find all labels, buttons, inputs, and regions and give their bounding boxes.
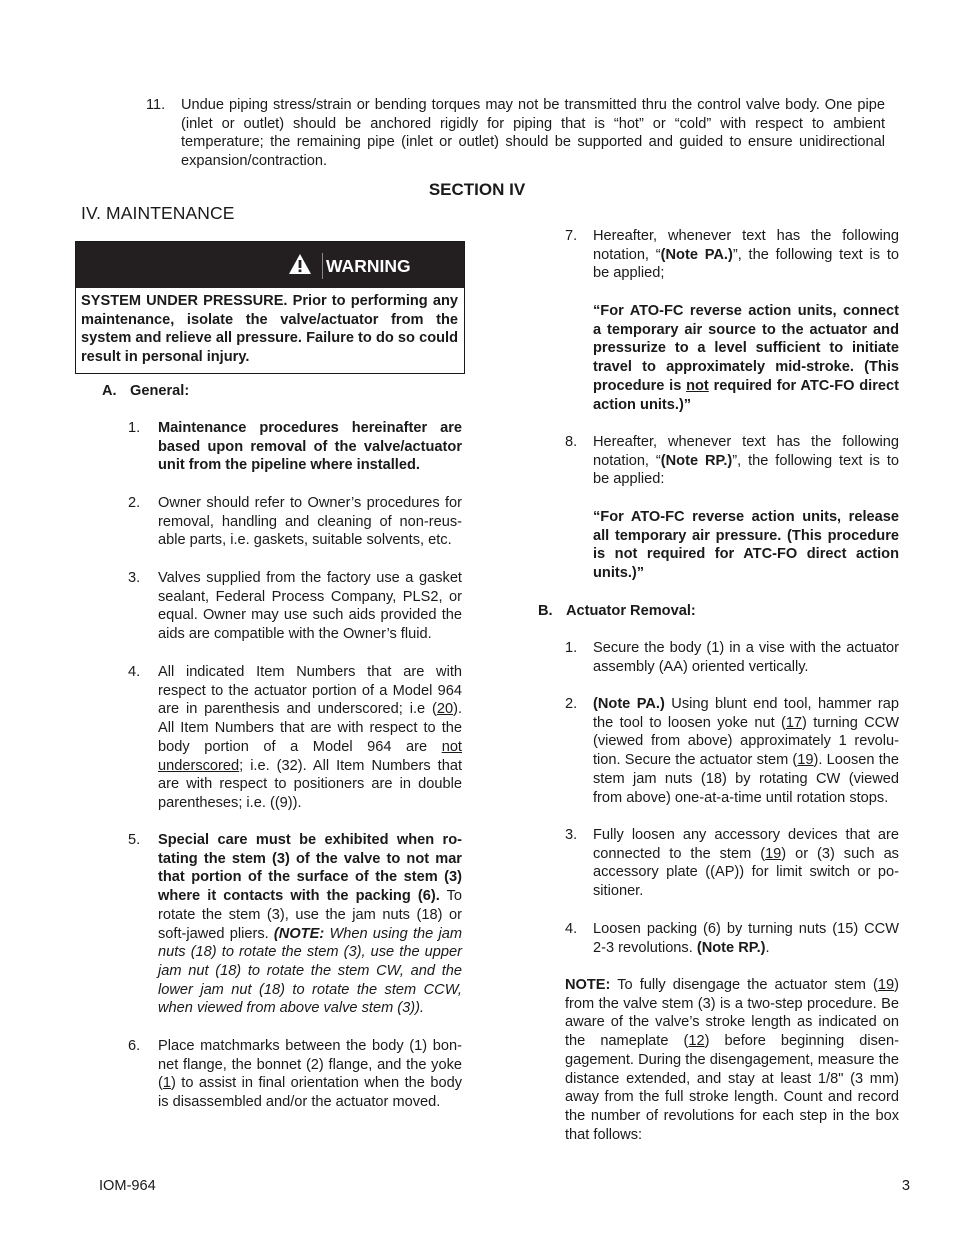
general-item-6-number: 6. bbox=[128, 1038, 141, 1054]
general-item-4-number: 4. bbox=[128, 664, 141, 680]
warning-header bbox=[76, 242, 464, 288]
general-letter: A. bbox=[102, 383, 117, 399]
general-item-4-text: All indicated Item Numbers that are with respect to the actuator portion of a Model 964 are in parenthesis and underscored; i.e (20). All Item Numbers that are with respect to the body portion of a Model 964 are not underscored; i.e. (32). All Item Numbers that are with respect to positioners are in double parentheses; i.e. ((9)). bbox=[158, 664, 462, 811]
general-item-2-number: 2. bbox=[128, 495, 141, 511]
removal-item-3-number: 3. bbox=[565, 827, 578, 843]
actuator-removal-letter: B. bbox=[538, 603, 553, 619]
item-8-number: 8. bbox=[565, 434, 578, 450]
note-pa-quote: “For ATO-FC reverse action units, connect a temporary air source to the actuator and pressurize to a level sufficient to initiate travel to approximately mid-stroke. (This procedure is not required for ATC-FO direct action units.)” bbox=[593, 303, 899, 413]
item-11-text: Undue piping stress/strain or bending torques may not be transmitted thru the control valve body. One pipe (inlet or outlet) should be anchored rigidly for piping that is “hot” or “cold” with respect to ambient temperature; the remaining pipe (inlet or outlet) should be supported and guided to ensure unidirectional expansion/contraction. bbox=[181, 97, 885, 170]
note-rp-quote: “For ATO-FC reverse action units, release all temporary air pressure. (This procedure is not required for ATC-FO direct action units.)” bbox=[593, 509, 899, 582]
removal-item-2-number: 2. bbox=[565, 696, 578, 712]
warning-box bbox=[75, 241, 465, 374]
general-heading: General: bbox=[130, 383, 190, 399]
page-number: 3 bbox=[901, 1178, 910, 1194]
item-8-text: Hereafter, whenever text has the following notation, “(Note RP.)”, the following text is to be applied: bbox=[593, 434, 899, 488]
maintenance-heading: IV. MAINTENANCE bbox=[81, 203, 235, 223]
item-7-number: 7. bbox=[565, 228, 578, 244]
section-heading: SECTION IV bbox=[428, 180, 526, 199]
warning-triangle-icon bbox=[288, 253, 323, 279]
general-item-5-number: 5. bbox=[128, 832, 141, 848]
removal-item-1-number: 1. bbox=[565, 640, 578, 656]
actuator-removal-heading: Actuator Removal: bbox=[566, 603, 696, 619]
general-item-1-number: 1. bbox=[128, 420, 141, 436]
general-item-2-text: Owner should refer to Owner’s procedures for removal, handling and cleaning of non-reus-able parts, i.e. gaskets, suitable solvents, etc. bbox=[158, 495, 462, 549]
warning-text: SYSTEM UNDER PRESSURE. Prior to performing any maintenance, isolate the valve/actuator from the system and relieve all pressure. Failure to do so could result in personal injury. bbox=[81, 293, 458, 366]
removal-item-4-number: 4. bbox=[565, 921, 578, 937]
general-item-3-number: 3. bbox=[128, 570, 141, 586]
item-7-text: Hereafter, whenever text has the following notation, “(Note PA.)”, the following text is to be applied; bbox=[593, 228, 899, 282]
removal-item-3-text: Fully loosen any accessory devices that are connected to the stem (19) or (3) such as accessory plate ((AP)) for limit switch or po-sitioner. bbox=[593, 827, 899, 900]
general-item-6-text: Place matchmarks between the body (1) bon-net flange, the bonnet (2) flange, and the yoke (1) to assist in final orientation when the body is disassembled and/or the actuator moved. bbox=[158, 1038, 462, 1111]
general-item-3-text: Valves supplied from the factory use a gasket sealant, Federal Process Company, PLS2, or equal. Owner may use such aids provided the aids are compatible with the Owner’s fluid. bbox=[158, 570, 462, 643]
footer-doc-id: IOM-964 bbox=[99, 1178, 156, 1194]
general-item-1-text: Maintenance procedures hereinafter are based upon removal of the valve/actuator unit from the pipeline where installed. bbox=[158, 420, 462, 474]
removal-item-1-text: Secure the body (1) in a vise with the actuator assembly (AA) oriented vertically. bbox=[593, 640, 899, 675]
warning-title: WARNING bbox=[326, 256, 411, 276]
removal-item-4-text: Loosen packing (6) by turning nuts (15) CCW 2-3 revolutions. (Note RP.). bbox=[593, 921, 899, 956]
general-item-5-text: Special care must be exhibited when ro-tating the stem (3) of the valve to not mar that portion of the surface of the stem (3) where it contacts with the packing (6). To rotate the stem (3), use the jam nuts (18) or soft-jawed pliers. (NOTE: When using the jam nuts (18) to rotate the stem (3), use the upper jam nut (18) to rotate the stem CW, and the lower jam nut (18) to rotate the stem CCW, when viewed from above valve stem (3)). bbox=[158, 832, 462, 1017]
disengage-note: NOTE: To fully disengage the actuator stem (19) from the valve stem (3) is a two-step procedure. Be aware of the valve’s stroke length as indicated on the nameplate (12) before beginning disen-gagement. During the disengagement, measure the distance extended, and stay at least 1/8" (3 mm) away from the full stroke length. Count and record the number of revolutions for each step in the box that follows: bbox=[565, 977, 899, 1143]
item-11-number: 11. bbox=[146, 97, 166, 113]
removal-item-2-text: (Note PA.) Using blunt end tool, hammer rap the tool to loosen yoke nut (17) turning CCW (viewed from above) approximately 1 revolu-tion. Secure the actuator stem (19). Loosen the stem jam nuts (18) by rotating CW (viewed from above) one-at-a-time until rotation stops. bbox=[593, 696, 899, 806]
